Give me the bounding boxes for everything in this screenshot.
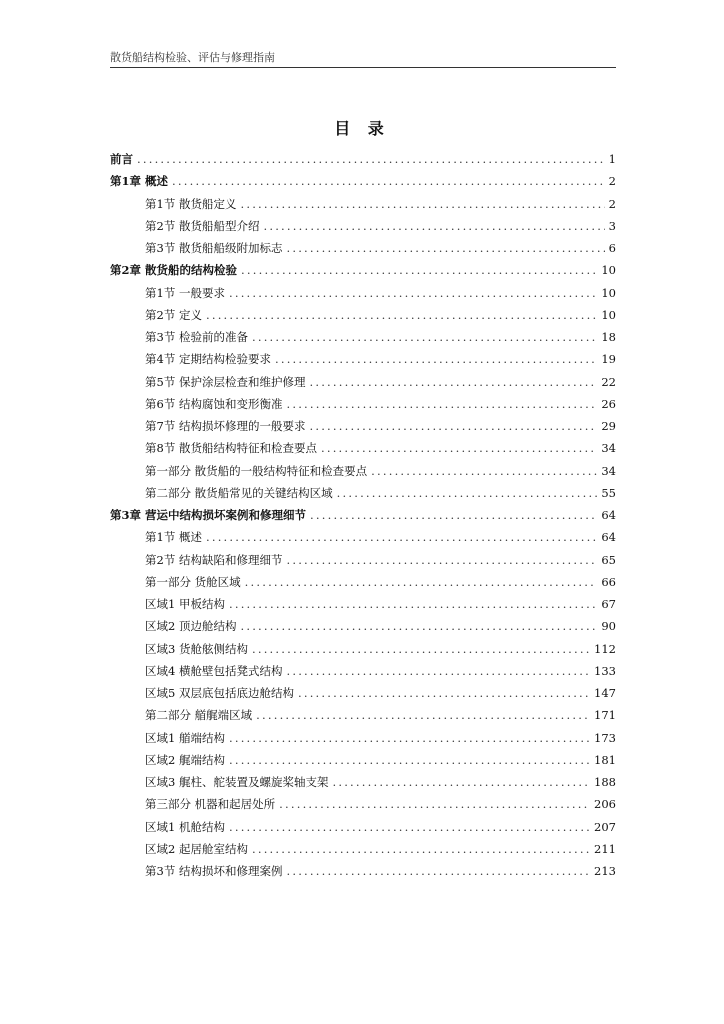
- toc-page-number: 2: [608, 174, 616, 189]
- toc-section-entry[interactable]: [110, 682, 616, 704]
- toc-entry-label: 区域1 机舱结构: [145, 819, 225, 834]
- toc-entry-label: 第2章 散货船的结构检验: [110, 263, 238, 278]
- toc-dot-leader: [240, 619, 597, 633]
- toc-section-entry[interactable]: [110, 393, 616, 415]
- toc-entry-label: 第7节 结构损坏修理的一般要求: [145, 419, 306, 434]
- toc-entry-label: 区域5 双层底包括底边舱结构: [145, 686, 294, 701]
- toc-dot-leader: [337, 486, 598, 500]
- toc-dot-leader: [286, 397, 597, 411]
- toc-entry-label: 前言: [110, 152, 133, 167]
- toc-section-entry[interactable]: [110, 571, 616, 593]
- toc-page-number: 18: [601, 330, 616, 345]
- toc-dot-leader: [252, 642, 590, 656]
- toc-dot-leader: [309, 419, 597, 433]
- toc-page-number: 55: [601, 485, 616, 500]
- toc-dot-leader: [240, 197, 604, 211]
- toc-entry-label: 区域2 顶边舱结构: [145, 619, 237, 634]
- toc-dot-leader: [332, 775, 590, 789]
- toc-section-entry[interactable]: [110, 193, 616, 215]
- toc-dot-leader: [172, 174, 605, 188]
- toc-section-entry[interactable]: [110, 860, 616, 882]
- toc-dot-leader: [241, 263, 597, 277]
- toc-entry-label: 第三部分 机器和起居处所: [145, 797, 276, 812]
- running-header: 散货船结构检验、评估与修理指南: [110, 51, 616, 68]
- toc-entry-label: 第3节 结构损坏和修理案例: [145, 864, 283, 879]
- toc-page-number: 64: [601, 530, 616, 545]
- toc-dot-leader: [252, 330, 597, 344]
- toc-page-number: 67: [601, 597, 616, 612]
- toc-page-number: 66: [601, 574, 616, 589]
- table-of-contents: [110, 148, 616, 882]
- toc-page-number: 207: [594, 819, 616, 834]
- toc-page-number: 29: [601, 419, 616, 434]
- toc-dot-leader: [206, 530, 597, 544]
- toc-page-number: 6: [608, 241, 616, 256]
- toc-entry-label: 区域2 艉端结构: [145, 752, 225, 767]
- toc-entry-label: 第8节 散货船结构特征和检查要点: [145, 441, 317, 456]
- toc-section-entry[interactable]: [110, 749, 616, 771]
- toc-chapter-entry[interactable]: [110, 170, 616, 192]
- toc-entry-label: 第4节 定期结构检验要求: [145, 352, 271, 367]
- toc-dot-leader: [263, 219, 604, 233]
- toc-entry-label: 区域4 横舱壁包括凳式结构: [145, 663, 283, 678]
- toc-entry-label: 第1节 散货船定义: [145, 196, 237, 211]
- toc-dot-leader: [229, 753, 590, 767]
- toc-entry-label: 第1节 概述: [145, 530, 202, 545]
- toc-dot-leader: [229, 597, 597, 611]
- toc-dot-leader: [229, 286, 597, 300]
- toc-entry-label: 第1章 概述: [110, 174, 169, 189]
- toc-page-number: 34: [601, 441, 616, 456]
- toc-entry-label: 第一部分 散货船的一般结构特征和检查要点: [145, 463, 368, 478]
- toc-entry-label: 区域1 甲板结构: [145, 597, 225, 612]
- toc-page-number: 2: [608, 196, 616, 211]
- toc-entry-label: 第一部分 货舱区域: [145, 574, 241, 589]
- toc-dot-leader: [245, 575, 598, 589]
- toc-dot-leader: [256, 708, 590, 722]
- toc-entry-label: 第3节 检验前的准备: [145, 330, 248, 345]
- toc-dot-leader: [206, 308, 597, 322]
- toc-dot-leader: [252, 842, 590, 856]
- toc-dot-leader: [286, 664, 590, 678]
- toc-dot-leader: [321, 441, 597, 455]
- toc-page-number: 10: [601, 263, 616, 278]
- toc-page-number: 19: [601, 352, 616, 367]
- toc-section-entry[interactable]: [110, 237, 616, 259]
- toc-entry-label: 区域3 货舱舷侧结构: [145, 641, 248, 656]
- toc-entry-label: 区域1 艏端结构: [145, 730, 225, 745]
- toc-entry-label: 第2节 定义: [145, 307, 202, 322]
- toc-section-entry[interactable]: [110, 549, 616, 571]
- toc-section-entry[interactable]: [110, 215, 616, 237]
- toc-section-entry[interactable]: [110, 460, 616, 482]
- toc-page-number: 211: [594, 841, 616, 856]
- toc-page-number: 10: [601, 285, 616, 300]
- toc-dot-leader: [371, 464, 597, 478]
- toc-section-entry[interactable]: [110, 526, 616, 548]
- toc-dot-leader: [275, 352, 597, 366]
- toc-page-number: 64: [601, 508, 616, 523]
- toc-section-entry[interactable]: [110, 415, 616, 437]
- page-title: 目 录: [334, 119, 390, 138]
- toc-section-entry[interactable]: [110, 615, 616, 637]
- toc-page-number: 65: [601, 552, 616, 567]
- toc-dot-leader: [310, 508, 597, 522]
- toc-section-entry[interactable]: [110, 727, 616, 749]
- toc-section-entry[interactable]: [110, 660, 616, 682]
- toc-section-entry[interactable]: [110, 304, 616, 326]
- toc-entry-label: 区域3 艉柱、舵装置及螺旋桨轴支架: [145, 775, 329, 790]
- toc-entry-label: 区域2 起居舱室结构: [145, 841, 248, 856]
- toc-page-number: 173: [594, 730, 616, 745]
- toc-chapter-entry[interactable]: [110, 504, 616, 526]
- toc-entry-label: 第二部分 散货船常见的关键结构区域: [145, 485, 333, 500]
- toc-section-entry[interactable]: [110, 348, 616, 370]
- toc-section-entry[interactable]: [110, 326, 616, 348]
- toc-section-entry[interactable]: [110, 704, 616, 726]
- toc-page-number: 213: [594, 864, 616, 879]
- toc-page-number: 3: [608, 218, 616, 233]
- toc-dot-leader: [298, 686, 590, 700]
- toc-entry-label: 第6节 结构腐蚀和变形衡准: [145, 396, 283, 411]
- toc-page-number: 206: [594, 797, 616, 812]
- toc-section-entry[interactable]: [110, 838, 616, 860]
- toc-entry-label: 第2节 结构缺陷和修理细节: [145, 552, 283, 567]
- toc-section-entry[interactable]: [110, 793, 616, 815]
- toc-section-entry[interactable]: [110, 282, 616, 304]
- toc-section-entry[interactable]: [110, 816, 616, 838]
- toc-page-number: 133: [594, 663, 616, 678]
- toc-dot-leader: [286, 864, 590, 878]
- toc-dot-leader: [229, 731, 590, 745]
- toc-dot-leader: [279, 797, 590, 811]
- toc-page-number: 188: [594, 775, 616, 790]
- toc-dot-leader: [286, 553, 597, 567]
- toc-section-entry[interactable]: [110, 371, 616, 393]
- toc-dot-leader: [229, 820, 590, 834]
- toc-section-entry[interactable]: [110, 638, 616, 660]
- toc-page-number: 34: [601, 463, 616, 478]
- toc-dot-leader: [309, 375, 597, 389]
- toc-page-number: 22: [601, 374, 616, 389]
- toc-entry-label: 第5节 保护涂层检查和维护修理: [145, 374, 306, 389]
- toc-page-number: 90: [601, 619, 616, 634]
- toc-section-entry[interactable]: [110, 593, 616, 615]
- toc-page-number: 147: [594, 686, 616, 701]
- toc-chapter-entry[interactable]: [110, 259, 616, 281]
- toc-entry-label: 第二部分 艏艉端区域: [145, 708, 253, 723]
- toc-entry-label: 第3章 营运中结构损坏案例和修理细节: [110, 508, 307, 523]
- toc-page-number: 171: [594, 708, 616, 723]
- toc-page-number: 1: [608, 152, 616, 167]
- toc-section-entry[interactable]: [110, 771, 616, 793]
- toc-entry-label: 第1节 一般要求: [145, 285, 225, 300]
- toc-chapter-entry[interactable]: [110, 148, 616, 170]
- toc-page-number: 10: [601, 307, 616, 322]
- toc-entry-label: 第3节 散货船船级附加标志: [145, 241, 283, 256]
- toc-dot-leader: [137, 152, 605, 166]
- toc-page-number: 112: [594, 641, 616, 656]
- toc-entry-label: 第2节 散货船船型介绍: [145, 218, 260, 233]
- toc-page-number: 181: [594, 752, 616, 767]
- toc-page-number: 26: [601, 396, 616, 411]
- toc-section-entry[interactable]: [110, 482, 616, 504]
- toc-section-entry[interactable]: [110, 437, 616, 459]
- toc-dot-leader: [286, 241, 604, 255]
